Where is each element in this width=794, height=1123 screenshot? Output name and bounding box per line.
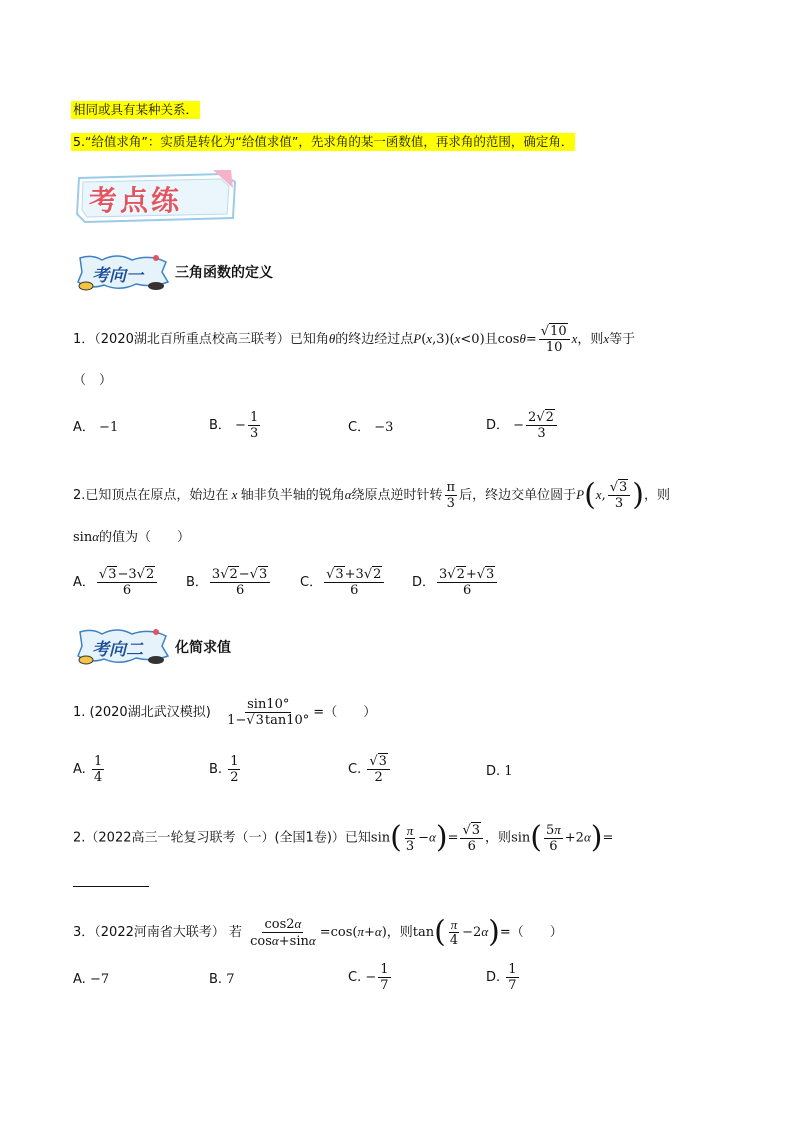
section1-badge bbox=[72, 252, 172, 294]
s2-q1-option-a[interactable]: A. $\frac{1}{4}$ bbox=[73, 754, 103, 785]
section2-badge-label: 考向二 bbox=[92, 640, 143, 660]
s1-q2-text4: 后，终边交单位圆于 bbox=[459, 488, 577, 503]
s2-q3-suffix: =（ ） bbox=[499, 925, 563, 940]
s1-q1-text3: 且 bbox=[484, 332, 498, 347]
s1-q1-text4: ，则 bbox=[577, 332, 604, 347]
s1-q2-prefix: 2.已知顶点在原点，始边在 bbox=[73, 488, 229, 503]
answer-blank[interactable] bbox=[73, 885, 149, 887]
s1-q2-stem: 2.已知顶点在原点，始边在 x 轴非负半轴的锐角α绕原点逆时针转 $\frac{\pi}{3}$ 后，终边交单位圆于P(x, $\frac{√3}{3}$ )，则 bbox=[73, 477, 671, 513]
s1-q1-option-b[interactable]: B． − $\frac{1}{3}$ bbox=[209, 410, 259, 441]
s1-q1-stem: 1．（2020湖北百所重点校高三联考）已知角θ的终边经过点P(x,3)(x<0)且cosθ= $\frac{√10}{10}$ x，则x等于 bbox=[73, 324, 636, 355]
s2-q3-option-d[interactable]: D. $\frac{1}{7}$ bbox=[486, 962, 517, 993]
s2-q2-stem: 2.（2022高三一轮复习联考（一）(全国1卷)）已知sin( $\frac{\pi}{3}$ −α)= $\frac{√3}{6}$ ，则sin( $\frac{5\pi}{6}$ +2α)= bbox=[73, 820, 614, 855]
s1-q2-option-c[interactable]: C． $\frac{√3+3√2}{6}$ bbox=[300, 567, 386, 598]
s2-q2-suffix: = bbox=[602, 830, 614, 846]
s2-q3-stem: 3．（2022河南省大联考） 若 $\frac{\cos 2\alpha}{\cos\alpha+\sin\alpha}$ =cos(π+α)，则tan( $\frac{\pi}{4}$ −2α)=（ ） bbox=[73, 914, 563, 950]
s1-q1-text2: 的终边经过点 bbox=[335, 332, 414, 347]
s1-q1-text5: 等于 bbox=[609, 332, 636, 347]
s2-q1-suffix: =（ ） bbox=[313, 705, 377, 720]
section-banner bbox=[73, 170, 243, 226]
banner-title: 考点练 bbox=[89, 184, 183, 217]
s2-q3-option-b[interactable]: B. 7 bbox=[209, 972, 235, 987]
note-line-2: 5.“给值求角”：实质是转化为“给值求值”，先求角的某一函数值，再求角的范围，确定角． bbox=[73, 134, 574, 149]
s1-q1-option-d[interactable]: D． − $\frac{2√2}{3}$ bbox=[486, 410, 559, 441]
s2-q2-prefix: 2.（2022高三一轮复习联考（一）(全国1卷)）已知 bbox=[73, 830, 371, 846]
s1-q1-option-c[interactable]: C． −3 bbox=[348, 420, 394, 435]
s2-q1-option-b[interactable]: B. $\frac{1}{2}$ bbox=[209, 754, 239, 785]
note-line-1: 相同或具有某种关系． bbox=[73, 102, 199, 117]
s2-q3-mid: ，则 bbox=[386, 925, 413, 940]
s1-q2-text2: 轴非负半轴的锐角 bbox=[240, 488, 345, 503]
s1-q2-option-a[interactable]: A． $\frac{√3-3√2}{6}$ bbox=[73, 567, 159, 598]
section1-title: 三角函数的定义 bbox=[175, 265, 273, 281]
section2-title: 化简求值 bbox=[175, 640, 231, 656]
s1-q2-text5: ，则 bbox=[644, 488, 671, 503]
s1-q1-paren: （ ） bbox=[73, 373, 113, 388]
s2-q2-mid: ，则 bbox=[485, 830, 512, 846]
s2-q3-prefix: 3．（2022河南省大联考） 若 bbox=[73, 925, 242, 940]
s2-q1-stem: 1. (2020湖北武汉模拟) $\frac{\sin 10^\circ}{1-√3\tan 10^\circ}$ =（ ） bbox=[73, 697, 377, 728]
s1-q1-option-a[interactable]: A． −1 bbox=[73, 420, 119, 435]
s2-q1-option-c[interactable]: C. $\frac{√3}{2}$ bbox=[348, 754, 392, 785]
s1-q2-option-d[interactable]: D． $\frac{3√2+√3}{6}$ bbox=[412, 567, 499, 598]
section2-badge bbox=[72, 626, 172, 668]
s1-q1-prefix: 1．（2020湖北百所重点校高三联考）已知角 bbox=[73, 332, 329, 347]
section1-badge-label: 考向一 bbox=[92, 266, 143, 286]
s2-q3-option-c[interactable]: C. − $\frac{1}{7}$ bbox=[348, 962, 389, 993]
s1-q2-line2: sinα的值为（ ） bbox=[73, 529, 191, 545]
s1-q2-text3: 绕原点逆时针转 bbox=[351, 488, 443, 503]
s2-q1-prefix: 1. (2020湖北武汉模拟) bbox=[73, 705, 211, 720]
s2-q3-option-a[interactable]: A. −7 bbox=[73, 972, 110, 987]
s2-q1-option-d[interactable]: D. 1 bbox=[486, 764, 513, 779]
s1-q2-option-b[interactable]: B． $\frac{3√2-√3}{6}$ bbox=[186, 567, 272, 598]
